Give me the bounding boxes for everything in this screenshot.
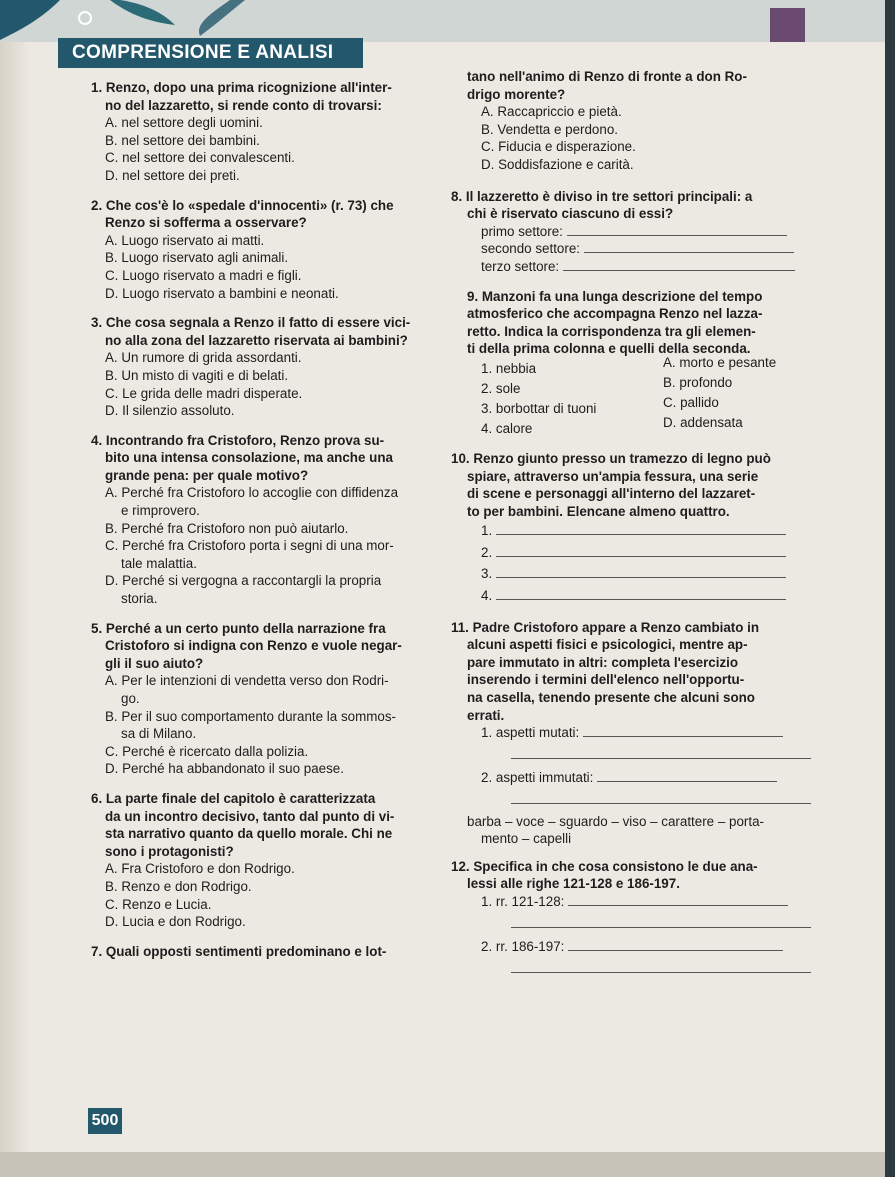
match-left-item: 2. sole [481, 380, 521, 396]
answer-line[interactable] [511, 960, 811, 973]
answer-line[interactable] [597, 769, 777, 782]
answer-line[interactable] [496, 522, 786, 535]
right-column [451, 68, 827, 977]
question-11-line5: na casella, tenendo presente che alcuni sono [467, 690, 755, 706]
answer-option: D. Soddisfazione e carità. [481, 156, 634, 172]
answer-option: B. Luogo riservato agli animali. [105, 250, 289, 266]
answer-line[interactable] [496, 565, 786, 578]
answer-option-cont: go. [121, 691, 140, 706]
question-6-line2: da un incontro decisivo, tanto dal punto di vi- [105, 808, 395, 824]
question-1-line2: no del lazzaretto, si rende conto di trovarsi: [105, 97, 382, 113]
leaf-decoration-icon [0, 0, 885, 42]
page-number: 500 [88, 1108, 122, 1134]
answer-line[interactable] [511, 915, 811, 928]
fill-field[interactable] [467, 746, 827, 764]
fill-field[interactable] [467, 565, 827, 583]
fill-field[interactable] [467, 587, 827, 605]
fill-field[interactable] [467, 724, 827, 742]
answer-option: A. Per le intenzioni di vendetta verso don Rodri- [105, 673, 389, 689]
answer-option: D. Perché ha abbandonato il suo paese. [105, 761, 344, 777]
answer-option: B. Renzo e don Rodrigo. [105, 878, 252, 894]
question-11-line3: pare immutato in altri: completa l'esercizio [467, 654, 739, 670]
question-8-line2: chi è riservato ciascuno di essi? [467, 206, 674, 222]
answer-option: B. nel settore dei bambini. [105, 132, 260, 148]
question-10-line1: 10. Renzo giunto presso un tramezzo di legno può [451, 450, 771, 466]
question-1-line1: 1. Renzo, dopo una prima ricognizione all'inter- [91, 80, 392, 95]
question-5-line2: Cristoforo si indigna con Renzo e vuole negar- [105, 638, 402, 654]
question-9-line4: ti della prima colonna e quelli della seconda. [467, 341, 751, 357]
fill-field[interactable] [467, 893, 827, 911]
fill-label: 1. rr. 121-128: [481, 893, 565, 909]
match-left-item: 1. nebbia [481, 360, 537, 376]
answer-option: C. Fiducia e disperazione. [481, 139, 636, 155]
question-5-line1: 5. Perché a un certo punto della narrazione fra [91, 620, 386, 636]
match-right-item: A. morto e pesante [663, 354, 777, 370]
fill-field[interactable] [467, 240, 827, 258]
answer-option-cont: e rimprovero. [121, 503, 200, 519]
answer-option: B. Perché fra Cristoforo non può aiutarlo. [105, 520, 349, 536]
question-6-line4: sono i protagonisti? [105, 843, 234, 859]
answer-option: C. Perché è ricercato dalla polizia. [105, 743, 309, 759]
question-9-line2: atmosferico che accompagna Renzo nel lazza- [467, 306, 763, 322]
answer-option: D. Il silenzio assoluto. [105, 403, 235, 419]
answer-line[interactable] [567, 223, 787, 236]
question-3-line2: no alla zona del lazzaretto riservata ai bambini? [105, 332, 408, 348]
question-8-line1: 8. Il lazzeretto è diviso in tre settori principali: a [451, 188, 753, 204]
fill-label: terzo settore: [481, 258, 560, 274]
term-list-line1: barba – voce – sguardo – viso – carattere – porta- [467, 813, 765, 829]
fill-label: 3. [481, 566, 493, 582]
fill-label: 1. aspetti mutati: [481, 725, 580, 741]
question-12-line1: 12. Specifica in che cosa consistono le due ana- [451, 858, 758, 874]
match-right-item: D. addensata [663, 414, 743, 430]
question-2-line2: Renzo si sofferma a osservare? [105, 215, 307, 231]
question-7-line2: tano nell'animo di Renzo di fronte a don Ro- [467, 69, 747, 84]
fill-label: 2. rr. 186-197: [481, 939, 565, 955]
question-4-line2: bito una intensa consolazione, ma anche una [105, 450, 393, 466]
answer-option-cont: storia. [121, 591, 158, 607]
question-11-line6: errati. [467, 707, 505, 723]
answer-option: D. Lucia e don Rodrigo. [105, 914, 246, 930]
answer-option: C. Luogo riservato a madri e figli. [105, 267, 302, 283]
question-11-line1: 11. Padre Cristoforo appare a Renzo cambiato in [451, 619, 760, 635]
fill-label: 2. [481, 544, 493, 560]
answer-option: A. Fra Cristoforo e don Rodrigo. [105, 861, 295, 877]
answer-line[interactable] [511, 791, 811, 804]
fill-label: 2. aspetti immutati: [481, 770, 594, 786]
answer-option: A. Luogo riservato ai matti. [105, 232, 265, 248]
fill-field[interactable] [467, 522, 827, 540]
answer-line[interactable] [583, 724, 783, 737]
answer-line[interactable] [511, 746, 811, 759]
fill-field[interactable] [467, 223, 827, 241]
fill-field[interactable] [467, 960, 827, 978]
decorative-header-art [0, 0, 885, 42]
question-6-line1: 6. La parte finale del capitolo è caratterizzata [91, 790, 376, 806]
question-9-line3: retto. Indica la corrispondenza tra gli elemen- [467, 323, 756, 339]
left-column [91, 79, 451, 960]
answer-option: B. Un misto di vagiti e di belati. [105, 367, 289, 383]
page-bottom-edge [0, 1152, 885, 1177]
answer-option: C. Le grida delle madri disperate. [105, 385, 303, 401]
question-7-line1: 7. Quali opposti sentimenti predominano e lot- [91, 943, 387, 959]
fill-field[interactable] [467, 769, 827, 787]
question-4-line1: 4. Incontrando fra Cristoforo, Renzo prova su- [91, 432, 385, 448]
question-10-line4: to per bambini. Elencane almeno quattro. [467, 503, 730, 519]
match-left-item: 3. borbottar di tuoni [481, 400, 597, 416]
match-left-item: 4. calore [481, 420, 533, 436]
question-5-line3: gli il suo aiuto? [105, 655, 204, 671]
book-spine-shadow [0, 42, 30, 1152]
fill-label: 4. [481, 588, 493, 604]
fill-field[interactable] [467, 938, 827, 956]
answer-option: C. Renzo e Lucia. [105, 896, 212, 912]
question-10-line3: di scene e personaggi all'interno del lazzaret- [467, 486, 756, 502]
answer-option: B. Per il suo comportamento durante la sommos- [105, 708, 396, 724]
question-6-line3: sta narrativo quanto da quello morale. Chi ne [105, 826, 393, 842]
answer-line[interactable] [568, 938, 783, 951]
answer-option: A. nel settore degli uomini. [105, 115, 263, 131]
matching-table [467, 354, 827, 440]
answer-line[interactable] [496, 587, 786, 600]
fill-field[interactable] [467, 544, 827, 562]
question-12-line2: lessi alle righe 121-128 e 186-197. [467, 876, 680, 892]
fill-label: primo settore: [481, 223, 563, 239]
question-10-line2: spiare, attraverso un'ampia fessura, una serie [467, 468, 759, 484]
question-3-line1: 3. Che cosa segnala a Renzo il fatto di essere vici- [91, 315, 411, 331]
answer-line[interactable] [496, 544, 786, 557]
question-4-line3: grande pena: per quale motivo? [105, 467, 309, 483]
answer-option: D. Luogo riservato a bambini e neonati. [105, 285, 339, 301]
fill-field[interactable] [467, 791, 827, 809]
answer-line[interactable] [568, 893, 788, 906]
answer-option: A. Un rumore di grida assordanti. [105, 350, 302, 366]
answer-option: B. Vendetta e perdono. [481, 121, 618, 137]
answer-line[interactable] [563, 258, 795, 271]
question-9-line1: 9. Manzoni fa una lunga descrizione del tempo [467, 288, 763, 304]
fill-field[interactable] [467, 258, 827, 276]
answer-option: A. Perché fra Cristoforo lo accoglie con diffidenza [105, 485, 399, 501]
answer-option-cont: tale malattia. [121, 555, 197, 571]
answer-line[interactable] [584, 240, 794, 253]
question-2-line1: 2. Che cos'è lo «spedale d'innocenti» (r. 73) che [91, 197, 394, 213]
match-right-item: C. pallido [663, 394, 719, 410]
term-list-line2: mento – capelli [481, 831, 572, 847]
question-11-line2: alcuni aspetti fisici e psicologici, mentre ap- [467, 637, 748, 653]
answer-option: D. Perché si vergogna a raccontargli la propria [105, 573, 382, 589]
answer-option: C. Perché fra Cristoforo porta i segni di una mor- [105, 538, 394, 554]
question-7-line3: drigo morente? [467, 86, 566, 102]
fill-label: 1. [481, 523, 493, 539]
answer-option-cont: sa di Milano. [121, 726, 197, 742]
question-11-line4: inserendo i termini dell'elenco nell'opportu- [467, 672, 745, 688]
fill-label: secondo settore: [481, 241, 581, 257]
answer-option: A. Raccapriccio e pietà. [481, 104, 622, 120]
answer-option: D. nel settore dei preti. [105, 167, 240, 183]
section-title: COMPRENSIONE E ANALISI [58, 38, 363, 68]
fill-field[interactable] [467, 915, 827, 933]
answer-option: C. nel settore dei convalescenti. [105, 150, 295, 166]
match-right-item: B. profondo [663, 374, 733, 390]
